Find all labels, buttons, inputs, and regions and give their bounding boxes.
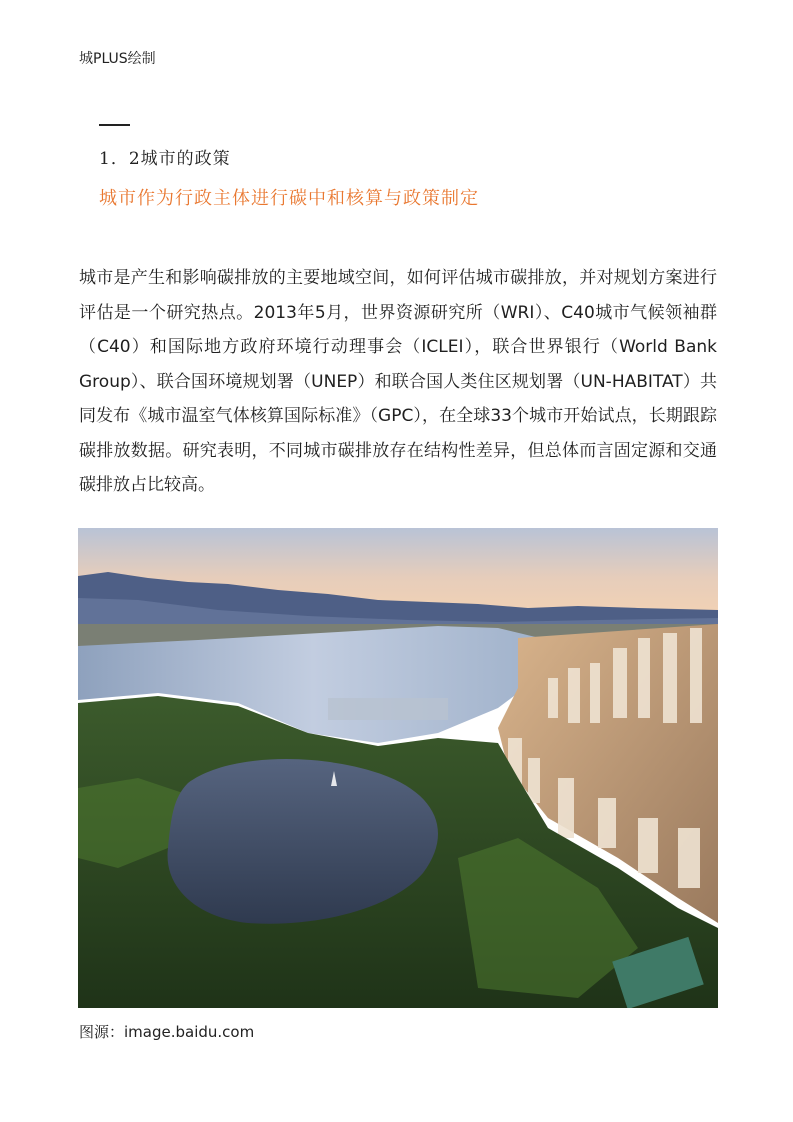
marina: [328, 698, 448, 720]
section-divider: [99, 124, 130, 126]
section-title: 1．2城市的政策: [99, 149, 231, 169]
body-paragraph: 城市是产生和影响碳排放的主要地域空间，如何评估城市碳排放，并对规划方案进行评估是一个研究热点。2013年5月，世界资源研究所（WRI）、C40城市气候领袖群（C40）和国际地方政府环境行动理事会（ICLEI），联合世界银行（World Bank Group）、联合国环境规划署（UNEP）和联合国人类住区规划署（UN-HABITAT）共同发布《城市温室气体核算国际标准》（GPC），在全球33个城市开始试点，长期跟踪碳排放数据。研究表明，不同城市碳排放存在结构性差异，但总体而言固定源和交通碳排放占比较高。: [79, 268, 717, 495]
section-subtitle: 城市作为行政主体进行碳中和核算与政策制定: [99, 188, 479, 209]
header-tag: 城PLUS绘制: [79, 51, 156, 67]
image-caption: 图源：image.baidu.com: [79, 1023, 255, 1041]
city-aerial-photo: [78, 528, 718, 1008]
